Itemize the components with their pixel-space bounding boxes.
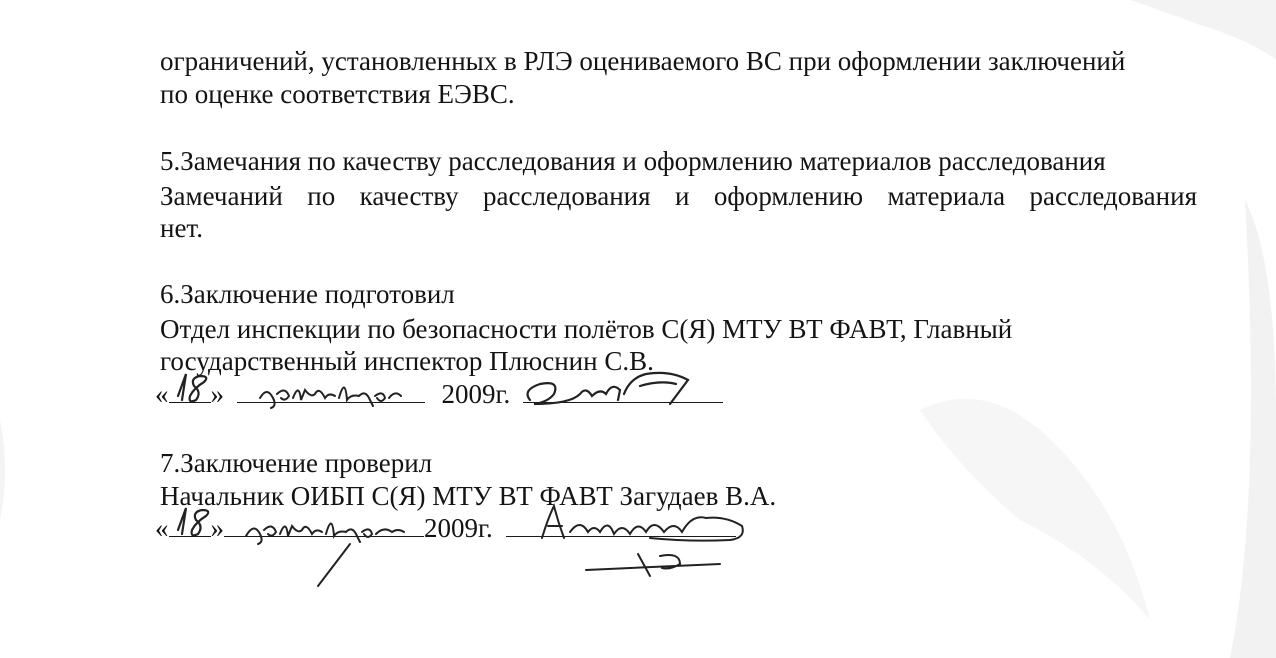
section6-line-1: Отдел инспекции по безопасности полётов С(Я) МТУ ВТ ФАВТ, Главный xyxy=(160,314,1013,344)
signature-blank xyxy=(506,512,736,537)
section7-date-line xyxy=(155,512,736,544)
day-blank xyxy=(169,378,211,403)
close-quote: » xyxy=(210,513,224,543)
signature-blank xyxy=(523,378,723,403)
day-blank xyxy=(169,512,211,537)
paragraph-cont-line-1: ограничений, установленных в РЛЭ оцениваемого ВС при оформлении заключений xyxy=(160,46,1126,76)
section7-line-1: Начальник ОИБП С(Я) МТУ ВТ ФАВТ Загудаев В.А. xyxy=(160,481,777,511)
section5-body-line-1: Замечаний по качеству расследования и оформлению материала расследования xyxy=(160,181,1197,211)
month-blank xyxy=(237,378,425,403)
section7-heading: 7.Заключение проверил xyxy=(160,448,433,478)
section5-heading: 5.Замечания по качеству расследования и оформлению материалов расследования xyxy=(160,146,1106,176)
month-blank xyxy=(224,512,424,537)
section5-body-line-2: нет. xyxy=(160,213,203,243)
section6-heading: 6.Заключение подготовил xyxy=(160,279,455,309)
paragraph-cont-line-2: по оценке соответствия ЕЭВС. xyxy=(160,79,515,109)
year-text: 2009г. xyxy=(441,379,511,409)
section6-date-line xyxy=(155,378,723,410)
section6-line-2: государственный инспектор Плюснин С.В. xyxy=(160,346,654,376)
open-quote: « xyxy=(155,379,169,409)
open-quote: « xyxy=(155,513,169,543)
close-quote: » xyxy=(210,379,224,409)
year-text: 2009г. xyxy=(424,513,493,543)
